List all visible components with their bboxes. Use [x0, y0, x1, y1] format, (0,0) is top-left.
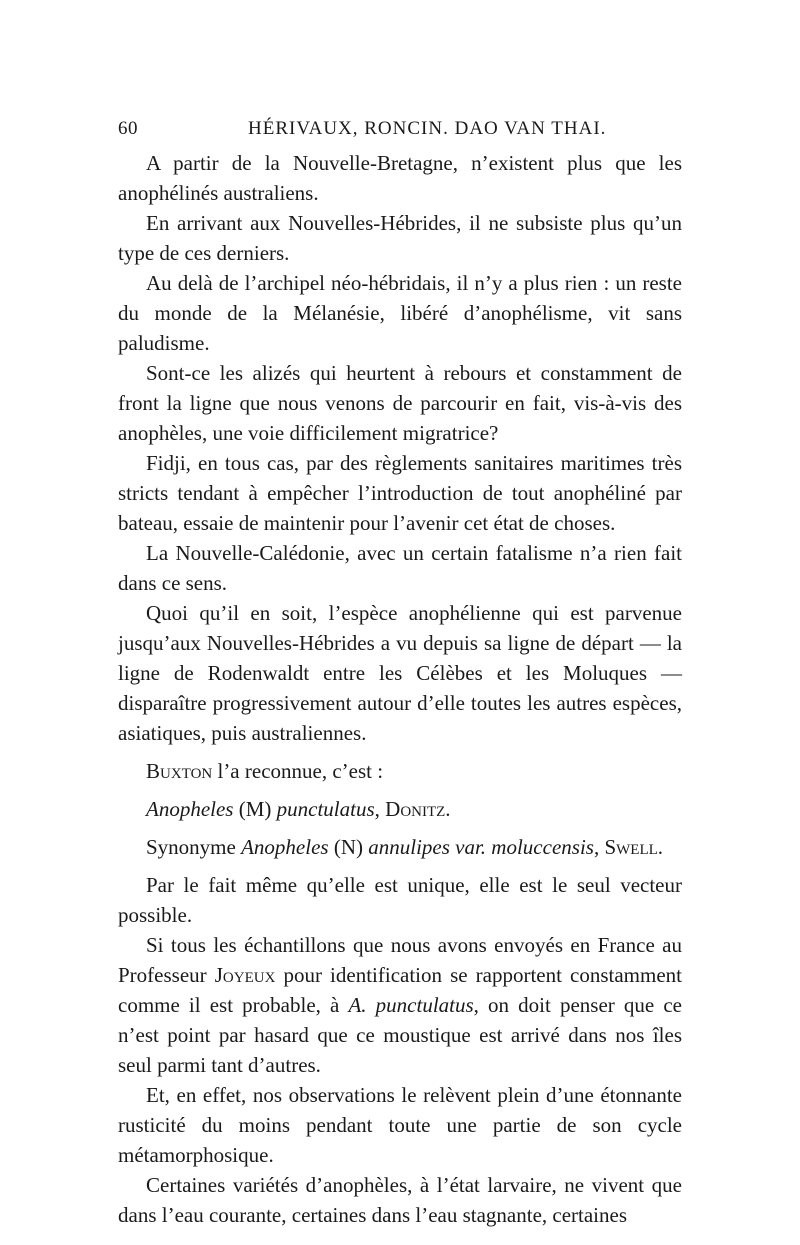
species-author: Donitz. — [385, 797, 451, 821]
synonym-author: Swell. — [604, 835, 664, 859]
joyeux-before: Si tous les échantillons que nous avons envoyés en France au Professeur — [118, 933, 682, 987]
running-head — [118, 118, 682, 148]
page-number: 60 — [118, 118, 138, 139]
paragraph-rusticite: Et, en effet, nos observations le relèvent plein d’une étonnante rusticité du moins pendant toute une partie de son cycle métamorphosique. — [118, 1083, 682, 1167]
buxton-line — [118, 756, 682, 786]
species-subgenus: (M) — [233, 797, 277, 821]
synonym-epithet: annulipes var. moluccensis — [368, 835, 594, 859]
synonym-subgenus: (N) — [328, 835, 369, 859]
paragraph-4: Sont-ce les alizés qui heurtent à rebours et constamment de front la ligne que nous venons de parcourir en fait, vis-à-vis des anophèles, une voie difficilement migratrice? — [118, 361, 682, 445]
paragraph-5: Fidji, en tous cas, par des règlements sanitaires maritimes très stricts tendant à empêcher l’introduction de tout anophéliné par bateau, essaie de maintenir pour l’avenir cet état de choses. — [118, 451, 682, 535]
species-comma: , — [374, 797, 386, 821]
body-text — [118, 148, 682, 1230]
paragraph-2: En arrivant aux Nouvelles-Hébrides, il ne subsiste plus qu’un type de ces derniers. — [118, 211, 682, 265]
author-joyeux: Joyeux — [214, 963, 276, 987]
buxton-text: l’a reconnue, c’est : — [212, 759, 384, 783]
running-title: HÉRIVAUX, RONCIN. DAO VAN THAI. — [248, 118, 607, 139]
joyeux-middle: pour identification se rapportent constamment comme il est probable, à — [118, 963, 683, 1017]
paragraph-1: A partir de la Nouvelle-Bretagne, n’existent plus que les anophélinés australiens. — [118, 151, 682, 205]
species-line — [118, 794, 682, 824]
paragraph-unique: Par le fait même qu’elle est unique, elle est le seul vecteur possible. — [118, 873, 682, 927]
synonym-line — [118, 832, 682, 862]
book-page — [118, 118, 682, 1230]
paragraph-6: La Nouvelle-Calédonie, avec un certain fatalisme n’a rien fait dans ce sens. — [118, 541, 682, 595]
paragraph-7: Quoi qu’il en soit, l’espèce anophélienne qui est parvenue jusqu’aux Nouvelles-Hébrides a vu depuis sa ligne de départ — la ligne de Rodenwaldt entre les Célèbes et les Moluques — disparaître progressivement autour d’elle toutes les autres espèces, asiatiques, puis australiennes. — [118, 601, 682, 745]
paragraph-joyeux — [118, 930, 682, 1080]
paragraph-3: Au delà de l’archipel néo-hébridais, il n’y a plus rien : un reste du monde de la Mélanésie, libéré d’anophélisme, vit sans paludisme. — [118, 271, 682, 355]
joyeux-after: , on doit penser que ce n’est point par hasard que ce moustique est arrivé dans nos îles seul parmi tant d’autres. — [118, 993, 682, 1077]
synonym-lead: Synonyme — [146, 835, 242, 859]
author-buxton: Buxton — [146, 759, 213, 783]
joyeux-species: A. punctulatus — [348, 993, 474, 1017]
paragraph-varietes: Certaines variétés d’anophèles, à l’état larvaire, ne vivent que dans l’eau courante, certaines dans l’eau stagnante, certaines — [118, 1173, 682, 1227]
synonym-genus: Anopheles — [241, 835, 329, 859]
species-epithet: punctulatus — [276, 797, 375, 821]
species-genus: Anopheles — [146, 797, 234, 821]
synonym-comma: , — [593, 835, 605, 859]
